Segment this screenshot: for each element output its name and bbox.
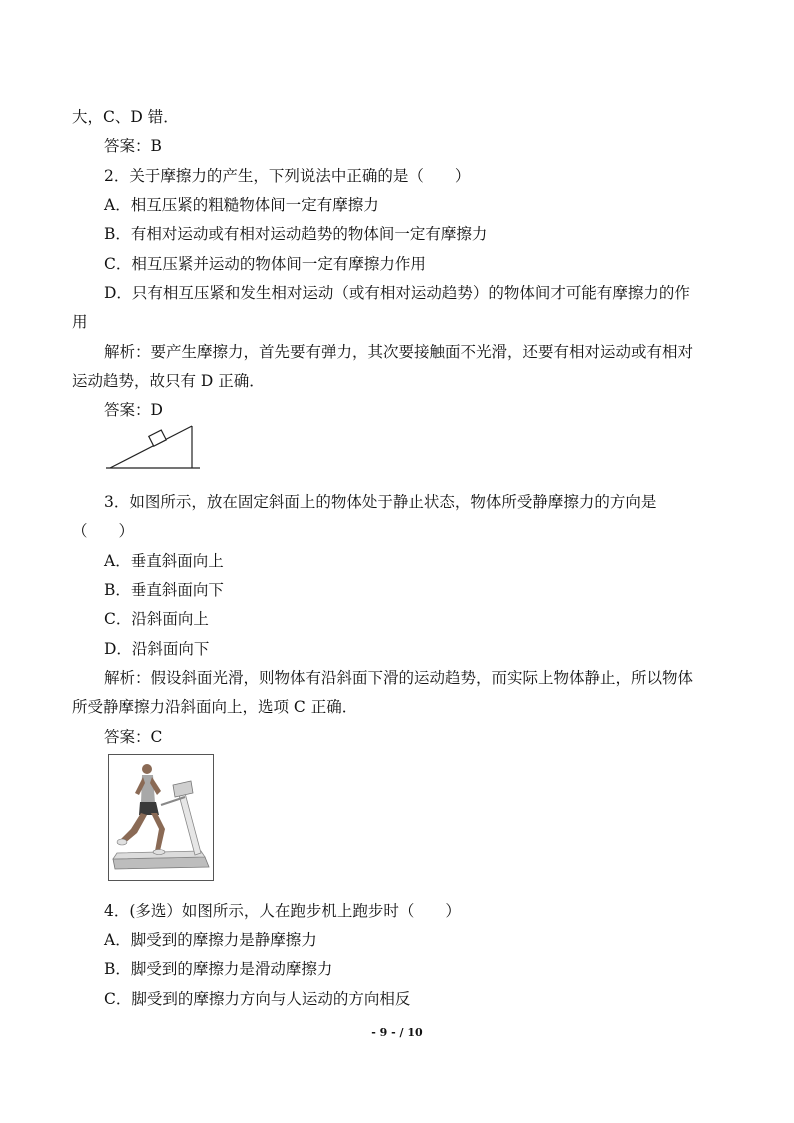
option-2a: A．相互压紧的粗糙物体间一定有摩擦力: [104, 196, 379, 214]
option-4c: C．脚受到的摩擦力方向与人运动的方向相反: [104, 990, 411, 1008]
option-2d: D．只有相互压紧和发生相对运动（或有相对运动趋势）的物体间才可能有摩擦力的作: [104, 284, 690, 302]
answer-3: 答案：C: [104, 728, 163, 746]
option-3b: B．垂直斜面向下: [104, 581, 224, 599]
answer-2: 答案：D: [104, 401, 163, 419]
answer-1: 答案：B: [104, 137, 162, 155]
incline-figure: [104, 421, 204, 473]
line-1: 大，C、D 错．: [72, 108, 179, 126]
option-4a: A．脚受到的摩擦力是静摩擦力: [104, 931, 317, 949]
question-3: 3．如图所示，放在固定斜面上的物体处于静止状态，物体所受静摩擦力的方向是: [104, 493, 657, 511]
analysis-2-cont: 运动趋势，故只有 D 正确．: [72, 372, 265, 390]
analysis-3: 解析：假设斜面光滑，则物体有沿斜面下滑的运动趋势，而实际上物体静止，所以物体: [104, 669, 694, 687]
treadmill-photo: [108, 754, 214, 881]
analysis-2: 解析：要产生摩擦力，首先要有弹力，其次要接触面不光滑，还要有相对运动或有相对: [104, 343, 694, 361]
question-2: 2．关于摩擦力的产生，下列说法中正确的是（ ）: [104, 167, 471, 185]
option-2c: C．相互压紧并运动的物体间一定有摩擦力作用: [104, 255, 426, 273]
question-3-cont: （ ）: [72, 522, 135, 540]
question-4: 4．(多选）如图所示，人在跑步机上跑步时（ ）: [104, 902, 461, 920]
page-number: - 9 - / 10: [371, 1026, 423, 1039]
runner-on-treadmill-illustration: [109, 755, 213, 880]
option-3c: C．沿斜面向上: [104, 610, 209, 628]
option-3d: D．沿斜面向下: [104, 640, 210, 658]
option-4b: B．脚受到的摩擦力是滑动摩擦力: [104, 960, 333, 978]
option-2d-cont: 用: [72, 313, 88, 331]
option-3a: A．垂直斜面向上: [104, 552, 224, 570]
analysis-3-cont: 所受静摩擦力沿斜面向上，选项 C 正确．: [72, 698, 358, 716]
option-2b: B．有相对运动或有相对运动趋势的物体间一定有摩擦力: [104, 225, 488, 243]
